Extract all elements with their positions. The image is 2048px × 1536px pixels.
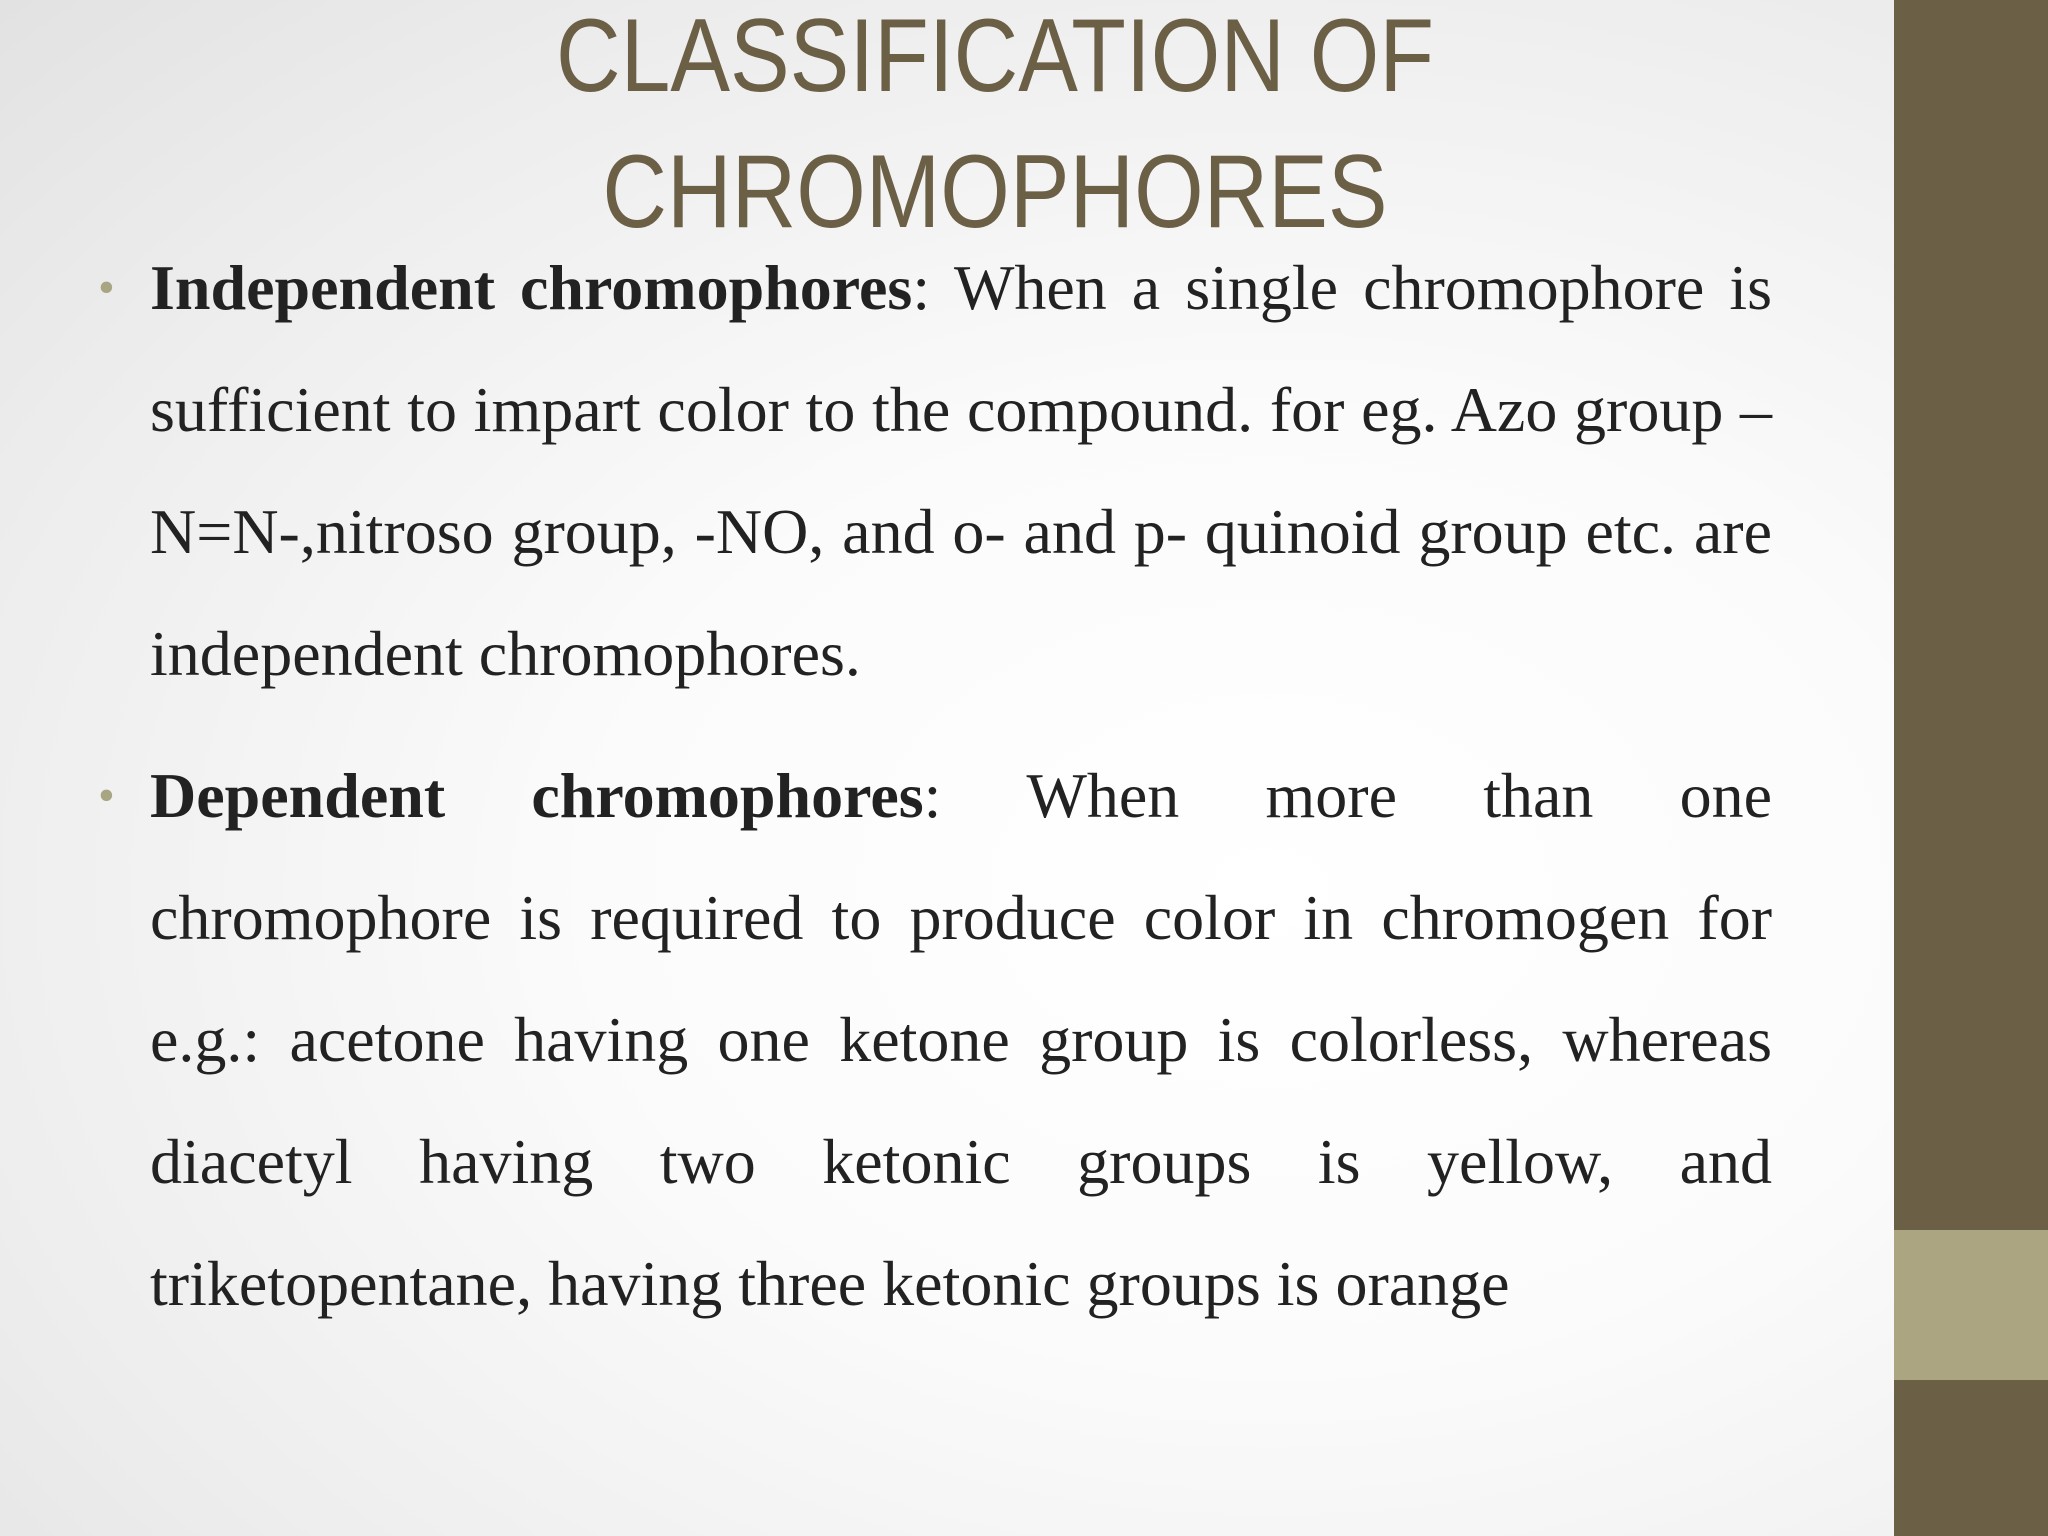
slide-title <box>397 0 1592 260</box>
slide-title-line-2: CHROMOPHORES <box>602 134 1388 250</box>
bullet-term-independent: Independent chromophores <box>150 252 913 323</box>
bullet-dependent-chromophores <box>98 735 1773 1345</box>
bullet-text-independent: : When a single chromophore is sufficient to impart color to the compound. for eg. Azo group –N=N-,nitroso group, -NO, and o- and p- quinoid group etc. are independent chromophores. <box>150 252 1773 689</box>
slide-title-line-1: CLASSIFICATION OF <box>556 0 1434 114</box>
bullet-marker: • <box>98 769 115 822</box>
side-accent-decoration <box>1894 1230 2048 1380</box>
bullet-independent-chromophores <box>98 227 1773 715</box>
slide-body <box>98 227 1773 1345</box>
bullet-marker: • <box>98 261 115 314</box>
bullet-term-dependent: Dependent chromophores <box>150 760 924 831</box>
bullet-text-dependent: : When more than one chromophore is required to produce color in chromogen for e.g.: acetone having one ketone group is colorless, whereas diacetyl having two ketonic groups is yellow, and triketopentane, having three ketonic groups is orange <box>150 760 1773 1319</box>
